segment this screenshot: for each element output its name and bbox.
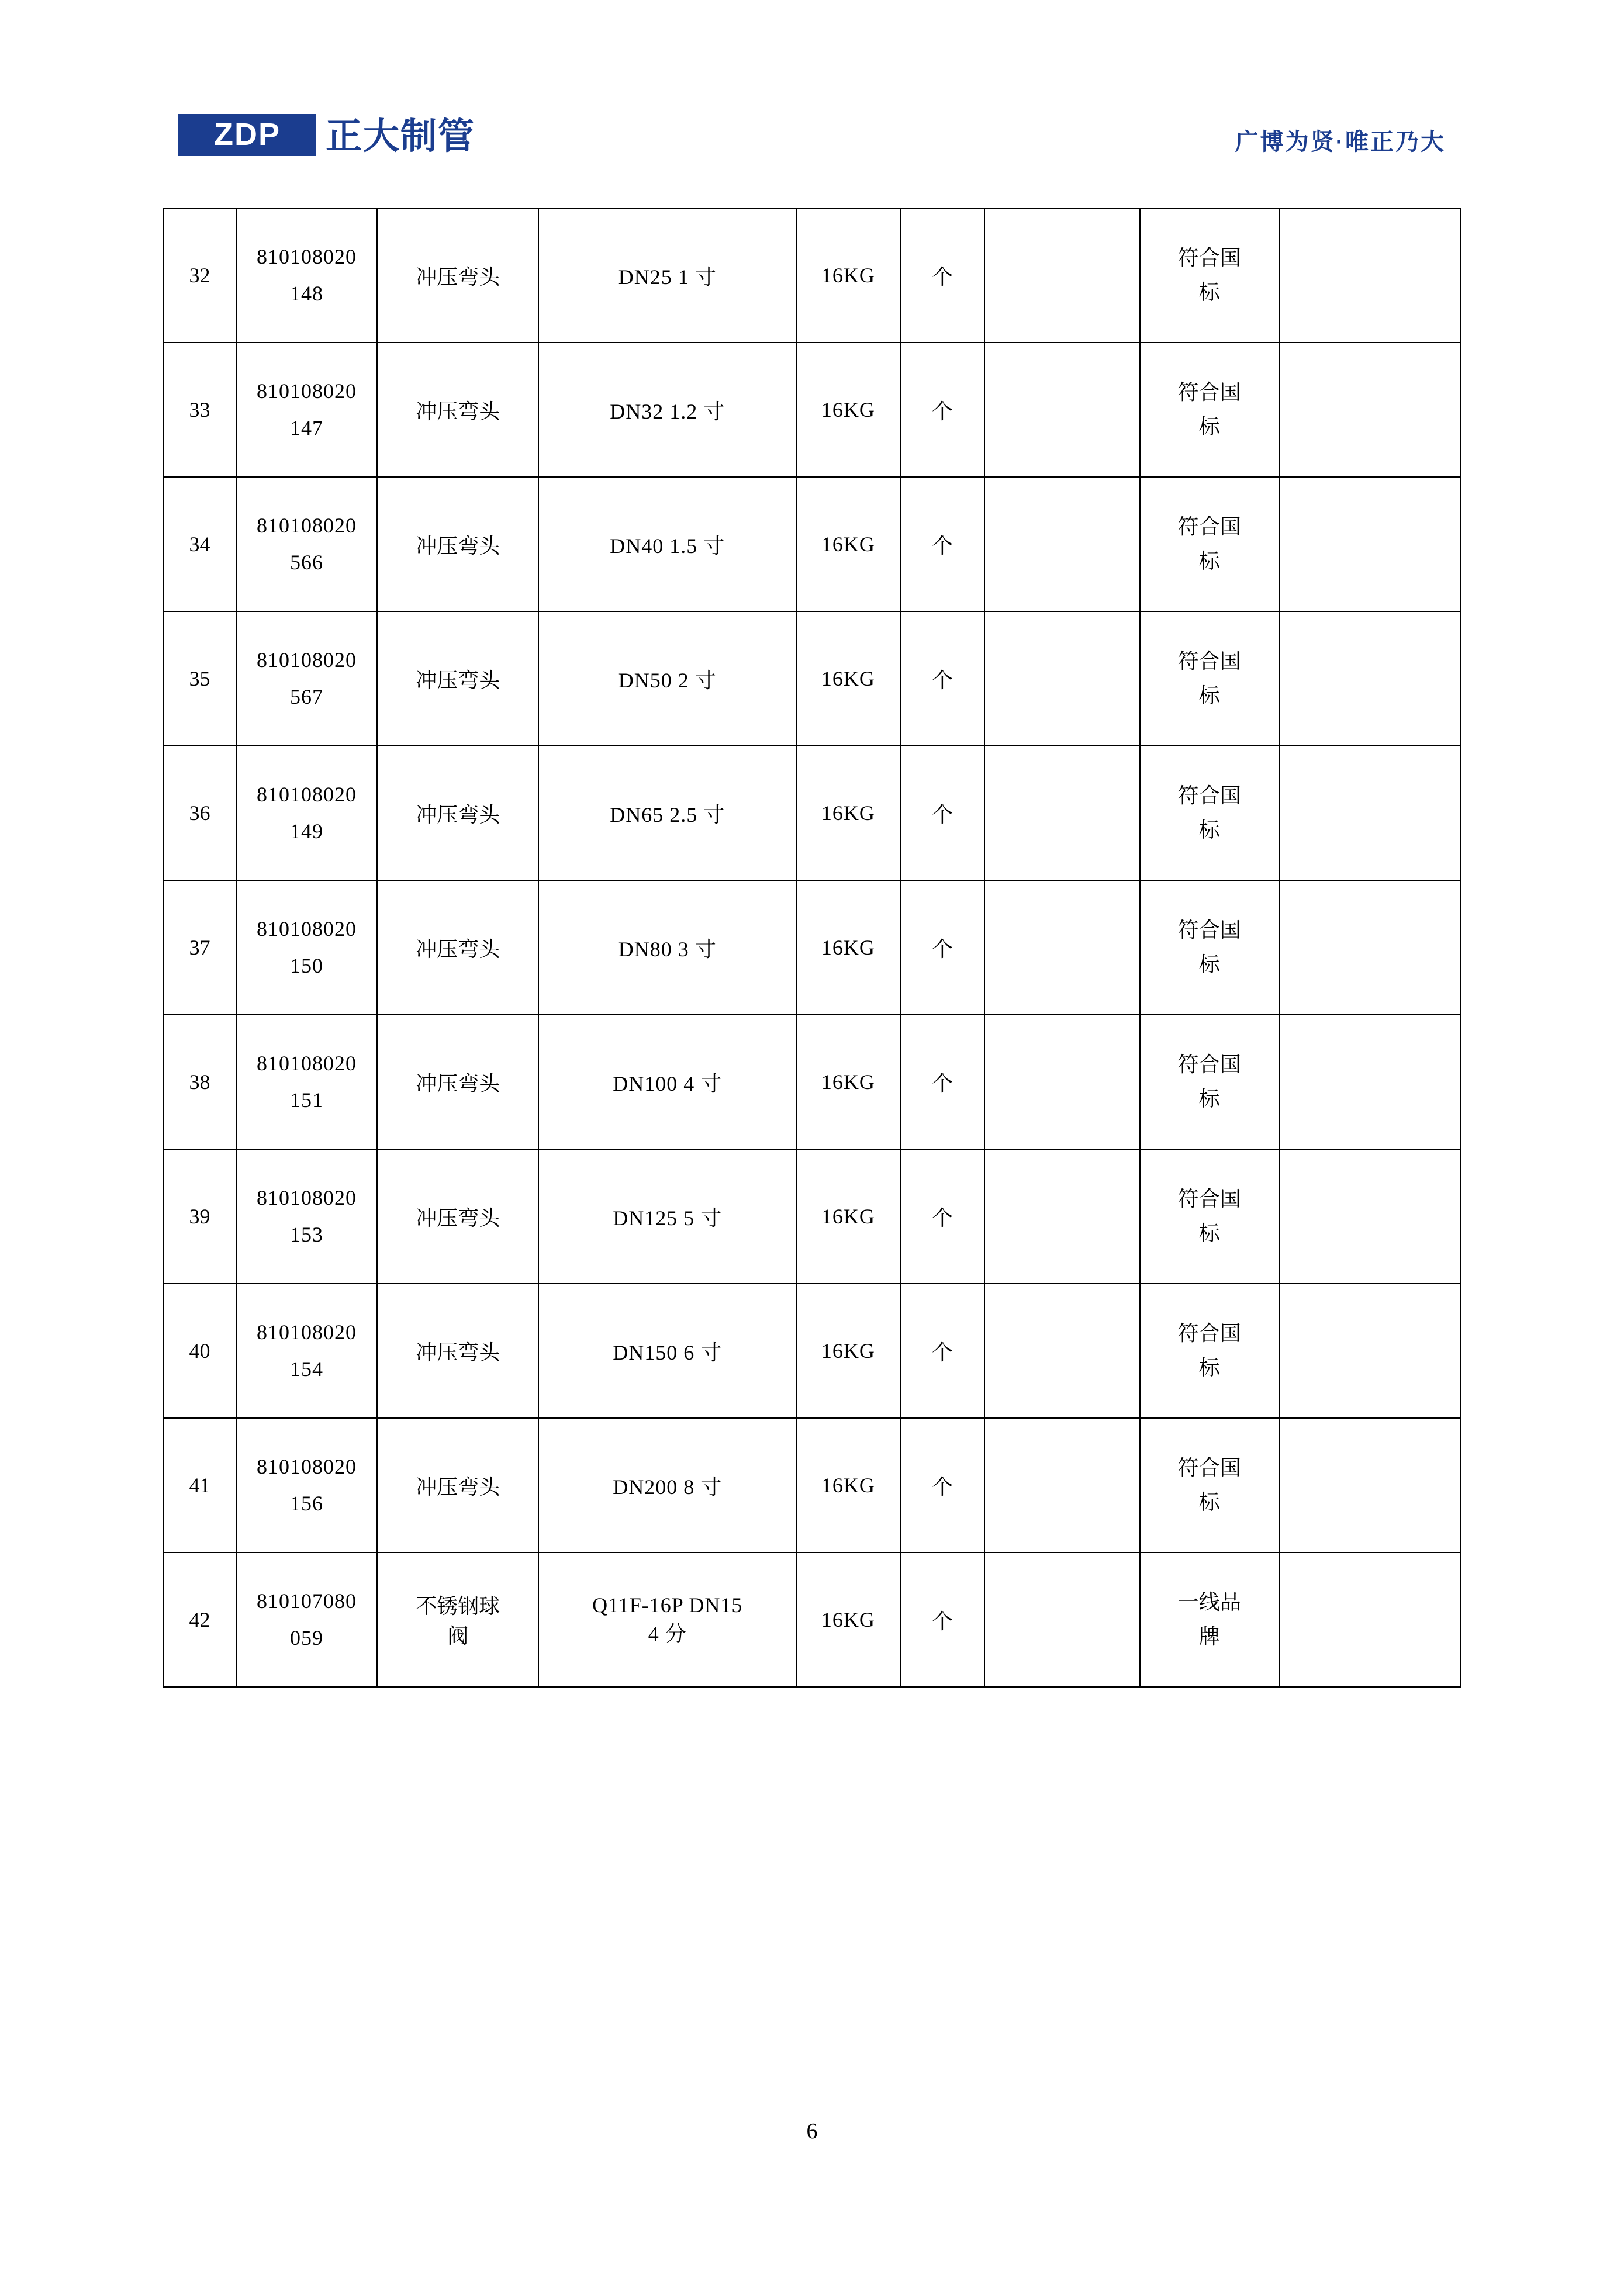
material-spec: DN150 6 寸 — [538, 1284, 796, 1418]
material-code — [236, 1418, 377, 1552]
material-unit: 个 — [900, 1015, 985, 1149]
material-code-line1: 810108020 — [257, 379, 357, 403]
material-code-line2: 567 — [290, 685, 324, 708]
material-remark — [1140, 611, 1279, 746]
material-name: 冲压弯头 — [377, 208, 538, 343]
material-code-line2: 150 — [290, 954, 324, 977]
material-name: 冲压弯头 — [377, 1418, 538, 1552]
row-index: 42 — [163, 1552, 236, 1687]
material-code-line2: 149 — [290, 819, 324, 843]
material-name — [377, 1552, 538, 1687]
material-extra — [1279, 343, 1461, 477]
material-remark-line2: 标 — [1198, 281, 1220, 304]
material-code-line1: 810108020 — [257, 917, 357, 940]
page-footer — [0, 2118, 1624, 2144]
material-quantity — [984, 1284, 1139, 1418]
material-remark-line1: 符合国 — [1177, 783, 1241, 807]
material-pressure: 16KG — [796, 611, 900, 746]
material-spec: DN200 8 寸 — [538, 1418, 796, 1552]
material-name-line1: 不锈钢球 — [416, 1595, 500, 1618]
material-extra — [1279, 1418, 1461, 1552]
row-index: 39 — [163, 1149, 236, 1284]
material-code — [236, 477, 377, 611]
material-unit: 个 — [900, 343, 985, 477]
material-code — [236, 1284, 377, 1418]
material-quantity — [984, 1149, 1139, 1284]
material-remark-line1: 符合国 — [1177, 245, 1241, 269]
material-code — [236, 343, 377, 477]
material-unit: 个 — [900, 1418, 985, 1552]
material-spec: DN25 1 寸 — [538, 208, 796, 343]
material-spec: DN80 3 寸 — [538, 880, 796, 1015]
table-row — [163, 611, 1461, 746]
material-remark-line2: 标 — [1198, 549, 1220, 573]
material-remark-line1: 一线品 — [1177, 1590, 1241, 1614]
material-pressure: 16KG — [796, 746, 900, 880]
material-remark-line2: 牌 — [1198, 1625, 1220, 1648]
company-slogan: 广博为贤·唯正乃大 — [1235, 129, 1446, 155]
material-pressure: 16KG — [796, 1552, 900, 1687]
material-code-line1: 810107080 — [257, 1589, 357, 1613]
materials-table — [163, 208, 1461, 1688]
row-index: 36 — [163, 746, 236, 880]
material-quantity — [984, 1015, 1139, 1149]
material-extra — [1279, 1015, 1461, 1149]
material-remark-line1: 符合国 — [1177, 918, 1241, 942]
row-index: 37 — [163, 880, 236, 1015]
material-code — [236, 1015, 377, 1149]
material-code — [236, 208, 377, 343]
material-code-line2: 566 — [290, 551, 324, 574]
material-remark-line2: 标 — [1198, 415, 1220, 438]
material-pressure: 16KG — [796, 1418, 900, 1552]
material-unit: 个 — [900, 1149, 985, 1284]
material-remark-line1: 符合国 — [1177, 1052, 1241, 1076]
material-pressure: 16KG — [796, 1149, 900, 1284]
material-spec — [538, 1552, 796, 1687]
material-spec: DN65 2.5 寸 — [538, 746, 796, 880]
material-pressure: 16KG — [796, 343, 900, 477]
page-header — [178, 114, 1446, 184]
table-row — [163, 1149, 1461, 1284]
material-quantity — [984, 1552, 1139, 1687]
material-spec: DN40 1.5 寸 — [538, 477, 796, 611]
material-name-line2: 阀 — [447, 1624, 469, 1648]
table-row — [163, 1552, 1461, 1687]
material-code-line1: 810108020 — [257, 648, 357, 672]
material-remark — [1140, 1552, 1279, 1687]
row-index: 33 — [163, 343, 236, 477]
material-code — [236, 611, 377, 746]
material-quantity — [984, 1418, 1139, 1552]
material-remark-line2: 标 — [1198, 1491, 1220, 1514]
material-name: 冲压弯头 — [377, 746, 538, 880]
material-unit: 个 — [900, 1552, 985, 1687]
material-name: 冲压弯头 — [377, 880, 538, 1015]
material-remark-line2: 标 — [1198, 953, 1220, 976]
row-index: 35 — [163, 611, 236, 746]
material-code-line1: 810108020 — [257, 1320, 357, 1344]
material-code-line2: 151 — [290, 1088, 324, 1112]
material-remark — [1140, 1149, 1279, 1284]
material-remark — [1140, 208, 1279, 343]
material-quantity — [984, 477, 1139, 611]
material-code-line1: 810108020 — [257, 1455, 357, 1478]
company-logo — [178, 114, 475, 159]
material-code-line1: 810108020 — [257, 1052, 357, 1075]
material-unit: 个 — [900, 208, 985, 343]
material-remark — [1140, 343, 1279, 477]
material-remark — [1140, 1015, 1279, 1149]
material-quantity — [984, 880, 1139, 1015]
company-name: 正大制管 — [326, 116, 476, 157]
table-row — [163, 746, 1461, 880]
material-name: 冲压弯头 — [377, 1284, 538, 1418]
material-spec: DN100 4 寸 — [538, 1015, 796, 1149]
zdp-logo-icon — [178, 114, 316, 159]
material-remark-line2: 标 — [1198, 1356, 1220, 1379]
material-remark-line1: 符合国 — [1177, 1321, 1241, 1345]
material-code-line1: 810108020 — [257, 245, 357, 268]
table-row — [163, 208, 1461, 343]
material-extra — [1279, 746, 1461, 880]
material-spec: DN32 1.2 寸 — [538, 343, 796, 477]
material-code-line1: 810108020 — [257, 514, 357, 537]
table-row — [163, 343, 1461, 477]
material-name: 冲压弯头 — [377, 343, 538, 477]
material-remark-line2: 标 — [1198, 1087, 1220, 1111]
material-remark-line1: 符合国 — [1177, 514, 1241, 538]
table-row — [163, 1015, 1461, 1149]
material-spec-line1: Q11F-16P DN15 — [592, 1593, 743, 1617]
material-name: 冲压弯头 — [377, 477, 538, 611]
material-quantity — [984, 343, 1139, 477]
material-unit: 个 — [900, 477, 985, 611]
table-row — [163, 880, 1461, 1015]
material-remark-line1: 符合国 — [1177, 1187, 1241, 1211]
material-extra — [1279, 208, 1461, 343]
material-code-line2: 154 — [290, 1357, 324, 1381]
materials-table-body — [163, 208, 1461, 1687]
material-unit: 个 — [900, 746, 985, 880]
material-remark — [1140, 880, 1279, 1015]
material-extra — [1279, 1149, 1461, 1284]
material-spec: DN125 5 寸 — [538, 1149, 796, 1284]
material-remark-line2: 标 — [1198, 818, 1220, 842]
material-remark-line2: 标 — [1198, 684, 1220, 707]
material-code — [236, 880, 377, 1015]
table-row — [163, 1284, 1461, 1418]
svg-text:ZDP: ZDP — [214, 117, 281, 152]
material-name: 冲压弯头 — [377, 1015, 538, 1149]
materials-table-container — [163, 208, 1461, 1688]
row-index: 41 — [163, 1418, 236, 1552]
material-code-line1: 810108020 — [257, 783, 357, 806]
material-unit: 个 — [900, 1284, 985, 1418]
material-remark-line1: 符合国 — [1177, 1455, 1241, 1479]
row-index: 38 — [163, 1015, 236, 1149]
row-index: 40 — [163, 1284, 236, 1418]
material-remark — [1140, 746, 1279, 880]
material-quantity — [984, 746, 1139, 880]
material-pressure: 16KG — [796, 1284, 900, 1418]
material-quantity — [984, 611, 1139, 746]
material-unit: 个 — [900, 611, 985, 746]
table-row — [163, 1418, 1461, 1552]
material-name: 冲压弯头 — [377, 611, 538, 746]
material-remark — [1140, 1284, 1279, 1418]
material-spec: DN50 2 寸 — [538, 611, 796, 746]
material-remark-line1: 符合国 — [1177, 649, 1241, 673]
material-remark — [1140, 477, 1279, 611]
material-code — [236, 1149, 377, 1284]
material-pressure: 16KG — [796, 880, 900, 1015]
material-remark — [1140, 1418, 1279, 1552]
material-extra — [1279, 611, 1461, 746]
row-index: 32 — [163, 208, 236, 343]
table-row — [163, 477, 1461, 611]
material-code — [236, 746, 377, 880]
material-pressure: 16KG — [796, 208, 900, 343]
material-remark-line1: 符合国 — [1177, 380, 1241, 404]
material-code-line2: 059 — [290, 1626, 324, 1650]
material-remark-line2: 标 — [1198, 1222, 1220, 1245]
page-number: 6 — [806, 2119, 818, 2143]
material-unit: 个 — [900, 880, 985, 1015]
row-index: 34 — [163, 477, 236, 611]
material-extra — [1279, 477, 1461, 611]
material-pressure: 16KG — [796, 477, 900, 611]
material-code-line2: 156 — [290, 1492, 324, 1515]
material-code-line2: 148 — [290, 282, 324, 305]
material-quantity — [984, 208, 1139, 343]
material-code-line2: 153 — [290, 1223, 324, 1246]
material-spec-line2: 4 分 — [648, 1621, 687, 1645]
material-name: 冲压弯头 — [377, 1149, 538, 1284]
material-extra — [1279, 1552, 1461, 1687]
material-extra — [1279, 1284, 1461, 1418]
material-code-line1: 810108020 — [257, 1186, 357, 1209]
material-code-line2: 147 — [290, 416, 324, 440]
material-pressure: 16KG — [796, 1015, 900, 1149]
material-code — [236, 1552, 377, 1687]
material-extra — [1279, 880, 1461, 1015]
